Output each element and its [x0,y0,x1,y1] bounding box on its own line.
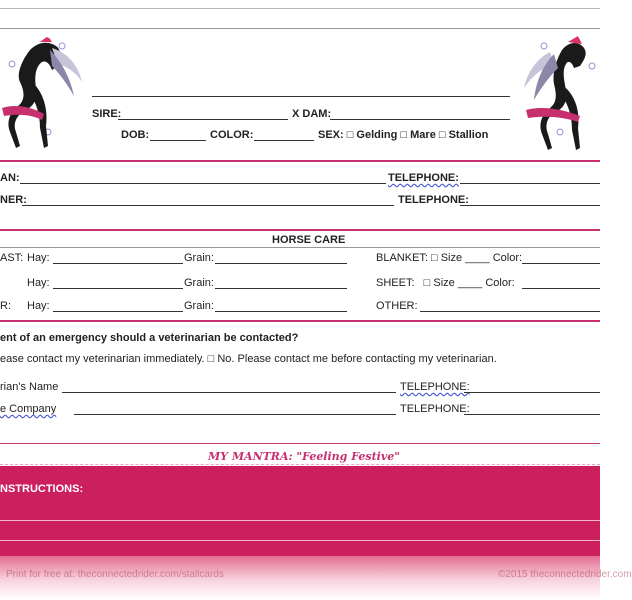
other-label: OTHER: [376,300,418,312]
hay-field[interactable] [53,263,183,264]
meal-label: R: [0,300,11,312]
instructions-title: NSTRUCTIONS: [0,483,84,495]
blanket-color-field[interactable] [522,263,600,264]
section-divider [0,160,600,162]
company-field[interactable] [74,414,396,415]
horse-care-title-rule [0,247,600,248]
mantra-rule [0,464,600,465]
grain-field[interactable] [215,288,347,289]
grain-label: Grain: [184,277,214,289]
hay-label: Hay: [27,252,50,264]
grain-field[interactable] [215,311,347,312]
section-divider [0,229,600,231]
emergency-vet-telephone-label: TELEPHONE: [400,381,470,393]
dob-label: DOB: [121,129,150,141]
owner-label: NER: [0,194,27,206]
hay-label: Hay: [27,300,50,312]
vet-name-label: rian's Name [0,381,59,393]
sheet-color-field[interactable] [522,288,600,289]
meal-label: AST: [0,252,24,264]
owner-telephone-field[interactable] [460,205,600,206]
vet-label: AN: [0,172,20,184]
instructions-panel[interactable] [0,466,600,556]
vet-telephone-label: TELEPHONE: [388,172,459,184]
hay-field[interactable] [53,311,183,312]
horse-left-icon [0,36,84,160]
instructions-line[interactable] [0,520,600,521]
emergency-vet-telephone-field[interactable] [464,392,600,393]
sheet-label[interactable]: SHEET: □ Size ____ Color: [376,277,515,289]
horse-name-line[interactable] [92,96,510,97]
color-field[interactable] [254,140,314,141]
footer-left-text: Print for free at: theconnectedrider.com/stallcards [6,569,224,580]
section-divider [0,320,600,322]
hay-field[interactable] [53,288,183,289]
company-telephone-field[interactable] [464,414,600,415]
vet-telephone-field[interactable] [460,183,600,184]
company-label: e Company [0,403,57,415]
footer-copyright: ©2015 theconnectedrider.com [498,569,632,580]
grain-field[interactable] [215,263,347,264]
owner-field[interactable] [22,205,394,206]
grain-label: Grain: [184,300,214,312]
dob-field[interactable] [150,140,206,141]
sire-field[interactable] [118,119,288,120]
vet-name-field[interactable] [62,392,396,393]
other-field[interactable] [420,311,600,312]
hay-label: Hay: [27,277,50,289]
mantra-text: MY MANTRA: "Feeling Festive" [208,450,400,463]
instructions-line[interactable] [0,540,600,541]
dam-label: X DAM: [292,108,332,120]
color-label: COLOR: [210,129,254,141]
horse-care-title: HORSE CARE [272,234,346,246]
top-border [0,28,600,29]
owner-telephone-label: TELEPHONE: [398,194,469,206]
sex-options[interactable]: SEX: □ Gelding □ Mare □ Stallion [318,129,489,141]
sire-label: SIRE: [92,108,122,120]
blanket-label[interactable]: BLANKET: □ Size ____ Color: [376,252,523,264]
emergency-options[interactable]: ease contact my veterinarian immediately. □ No. Please contact me before contacting my veterinarian. [0,353,497,365]
dam-field[interactable] [330,119,510,120]
grain-label: Grain: [184,252,214,264]
emergency-question: ent of an emergency should a veterinarian be contacted? [0,332,299,344]
horse-right-icon [520,36,604,160]
vet-field[interactable] [20,183,386,184]
section-divider [0,443,600,444]
company-telephone-label: TELEPHONE: [400,403,470,415]
